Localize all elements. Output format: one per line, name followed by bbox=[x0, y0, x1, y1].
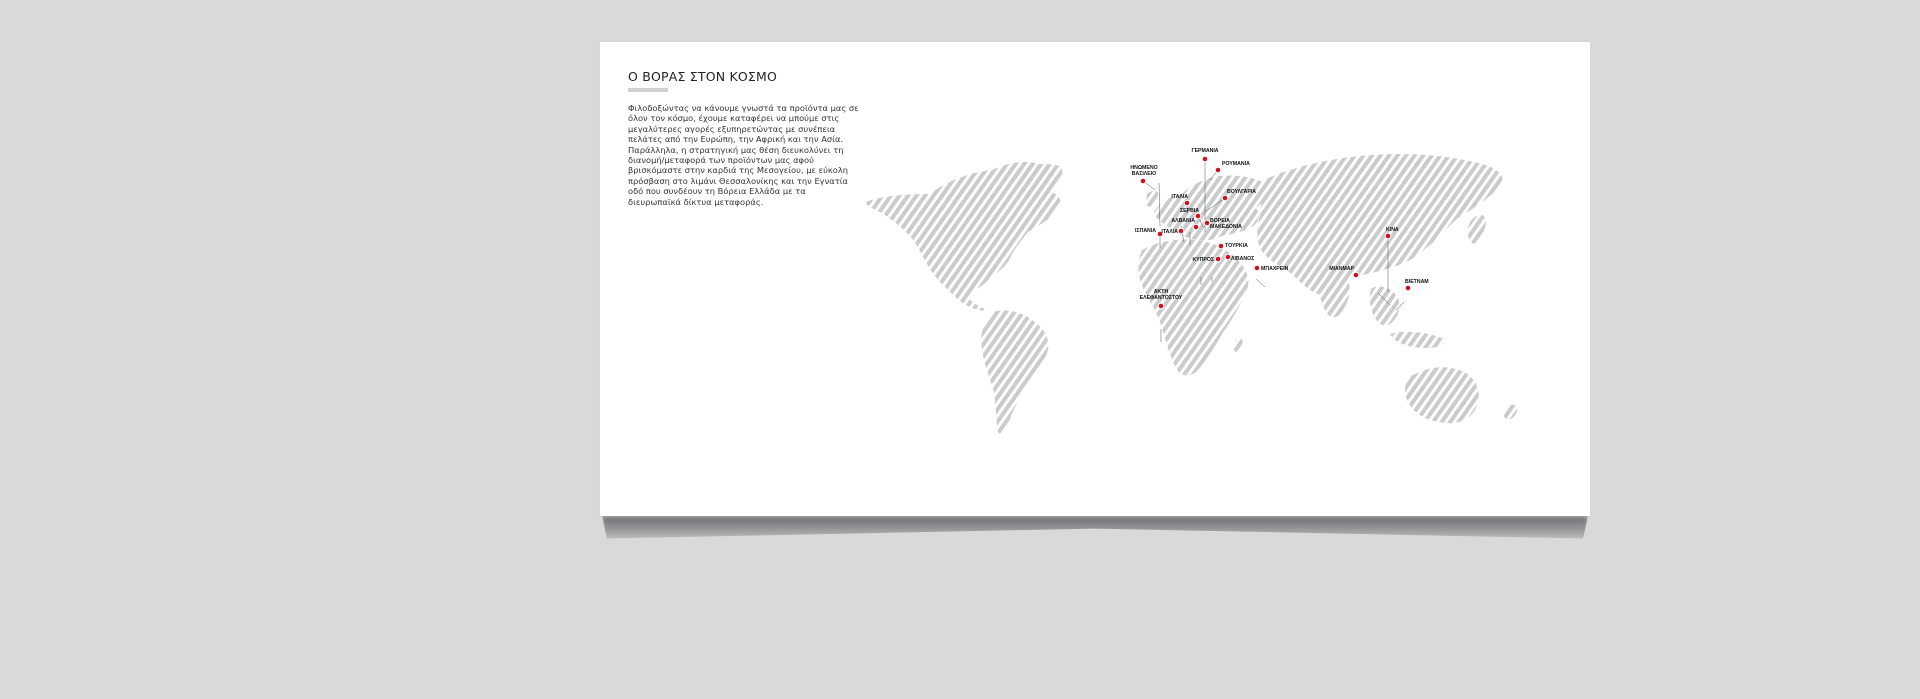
pin-north-macedonia bbox=[1204, 220, 1210, 226]
label-italy: ΙΤΑΛΙΑ bbox=[1161, 229, 1178, 235]
label-germany: ΓΕΡΜΑΝΙΑ bbox=[1191, 148, 1219, 154]
label-bulgaria: ΒΟΥΛΓΑΡΙΑ bbox=[1227, 189, 1257, 195]
pin-romania bbox=[1215, 167, 1221, 173]
label-romania: ΡΟΥΜΑΝΙΑ bbox=[1222, 161, 1250, 167]
label-ivory-coast-line2: ΕΛΕΦΑΝΤΟΣΤΟΥ bbox=[1139, 295, 1183, 301]
label-ivory-coast-line1: ΑΚΤΗ bbox=[1153, 289, 1169, 295]
south-america bbox=[981, 310, 1048, 433]
label-albania: ΑΛΒΑΝΙΑ bbox=[1171, 218, 1195, 224]
pin-albania bbox=[1193, 224, 1199, 230]
pin-united-kingdom bbox=[1140, 178, 1146, 184]
world-map bbox=[860, 102, 1590, 482]
label-myanmar: ΜΙΑΝΜΑΡ bbox=[1329, 266, 1354, 272]
pin-serbia bbox=[1195, 213, 1201, 219]
world-presence-card bbox=[600, 42, 1590, 516]
label-north-macedonia-line2: ΜΑΚΕΔΟΝΙΑ bbox=[1210, 224, 1242, 230]
intro-paragraph: Φιλοδοξώντας να κάνουμε γνωστά τα προϊόντα μας σε όλον τον κόσμο, έχουμε καταφέρει να μπούμε στις μεγαλύτερες αγορές εξυπηρετώντας με συνέπεια πελάτες από την Ευρώπη, την Αφρική και την Ασία. Παράλληλα, η στρατηγική μας θέση διευκολύνει τη διανομή/μεταφορά των προϊόντων μας αφού βρισκόμαστε στην καρδιά της Μεσογείου, με εύκολη πρόσβαση στο λιμάνι Θεσσαλονίκης και την Εγνατία οδό που συνδέουν τη Βόρεια Ελλάδα με τα διευρωπαϊκά δίκτυα μεταφοράς. bbox=[628, 103, 859, 207]
label-china: ΚΙΝΑ bbox=[1386, 227, 1399, 233]
label-italy-north: ΙΤΑΛΙΑ bbox=[1171, 194, 1188, 200]
pin-bulgaria bbox=[1222, 195, 1228, 201]
pin-bahrain bbox=[1254, 265, 1260, 271]
southeast-asia bbox=[1370, 286, 1400, 325]
pin-myanmar bbox=[1353, 272, 1359, 278]
label-lebanon: ΛΙΒΑΝΟΣ bbox=[1231, 256, 1255, 262]
pin-turkey bbox=[1218, 243, 1224, 249]
pin-vietnam bbox=[1405, 285, 1411, 291]
new-zealand bbox=[1504, 405, 1517, 420]
india bbox=[1316, 270, 1350, 317]
australia bbox=[1405, 367, 1479, 423]
label-north-macedonia-line1: ΒΟΡΕΙΑ bbox=[1210, 218, 1230, 224]
pin-germany bbox=[1202, 156, 1208, 162]
pin-lebanon bbox=[1225, 254, 1231, 260]
pin-cyprus bbox=[1215, 256, 1221, 262]
pin-ivory-coast bbox=[1158, 303, 1164, 309]
label-spain: ΙΣΠΑΝΙΑ bbox=[1135, 228, 1156, 234]
pin-italy-north bbox=[1184, 200, 1190, 206]
label-uk-line2: ΒΑΣΙΛΕΙΟ bbox=[1131, 171, 1157, 177]
title-underline bbox=[628, 88, 668, 92]
label-uk-line1: ΗΝΩΜΕΝΟ bbox=[1130, 165, 1158, 171]
pin-china bbox=[1385, 233, 1391, 239]
japan bbox=[1468, 215, 1486, 244]
asia bbox=[1257, 154, 1502, 294]
pin-italy bbox=[1178, 228, 1184, 234]
label-serbia: ΣΕΡΒΙΑ bbox=[1180, 208, 1199, 214]
label-vietnam: ΒΙΕΤΝΑΜ bbox=[1405, 279, 1429, 285]
indonesia bbox=[1390, 332, 1444, 348]
section-title: Ο ΒΟΡΑΣ ΣΤΟΝ ΚΟΣΜΟ bbox=[628, 69, 778, 84]
label-turkey: ΤΟΥΡΚΙΑ bbox=[1225, 243, 1248, 249]
madagascar bbox=[1234, 338, 1243, 352]
label-cyprus: ΚΥΠΡΟΣ bbox=[1192, 257, 1214, 263]
landmasses bbox=[866, 154, 1517, 434]
label-bahrain: ΜΠΑΧΡΕΙΝ bbox=[1261, 266, 1289, 272]
card-shadow bbox=[602, 516, 1588, 546]
uk bbox=[1146, 191, 1158, 207]
